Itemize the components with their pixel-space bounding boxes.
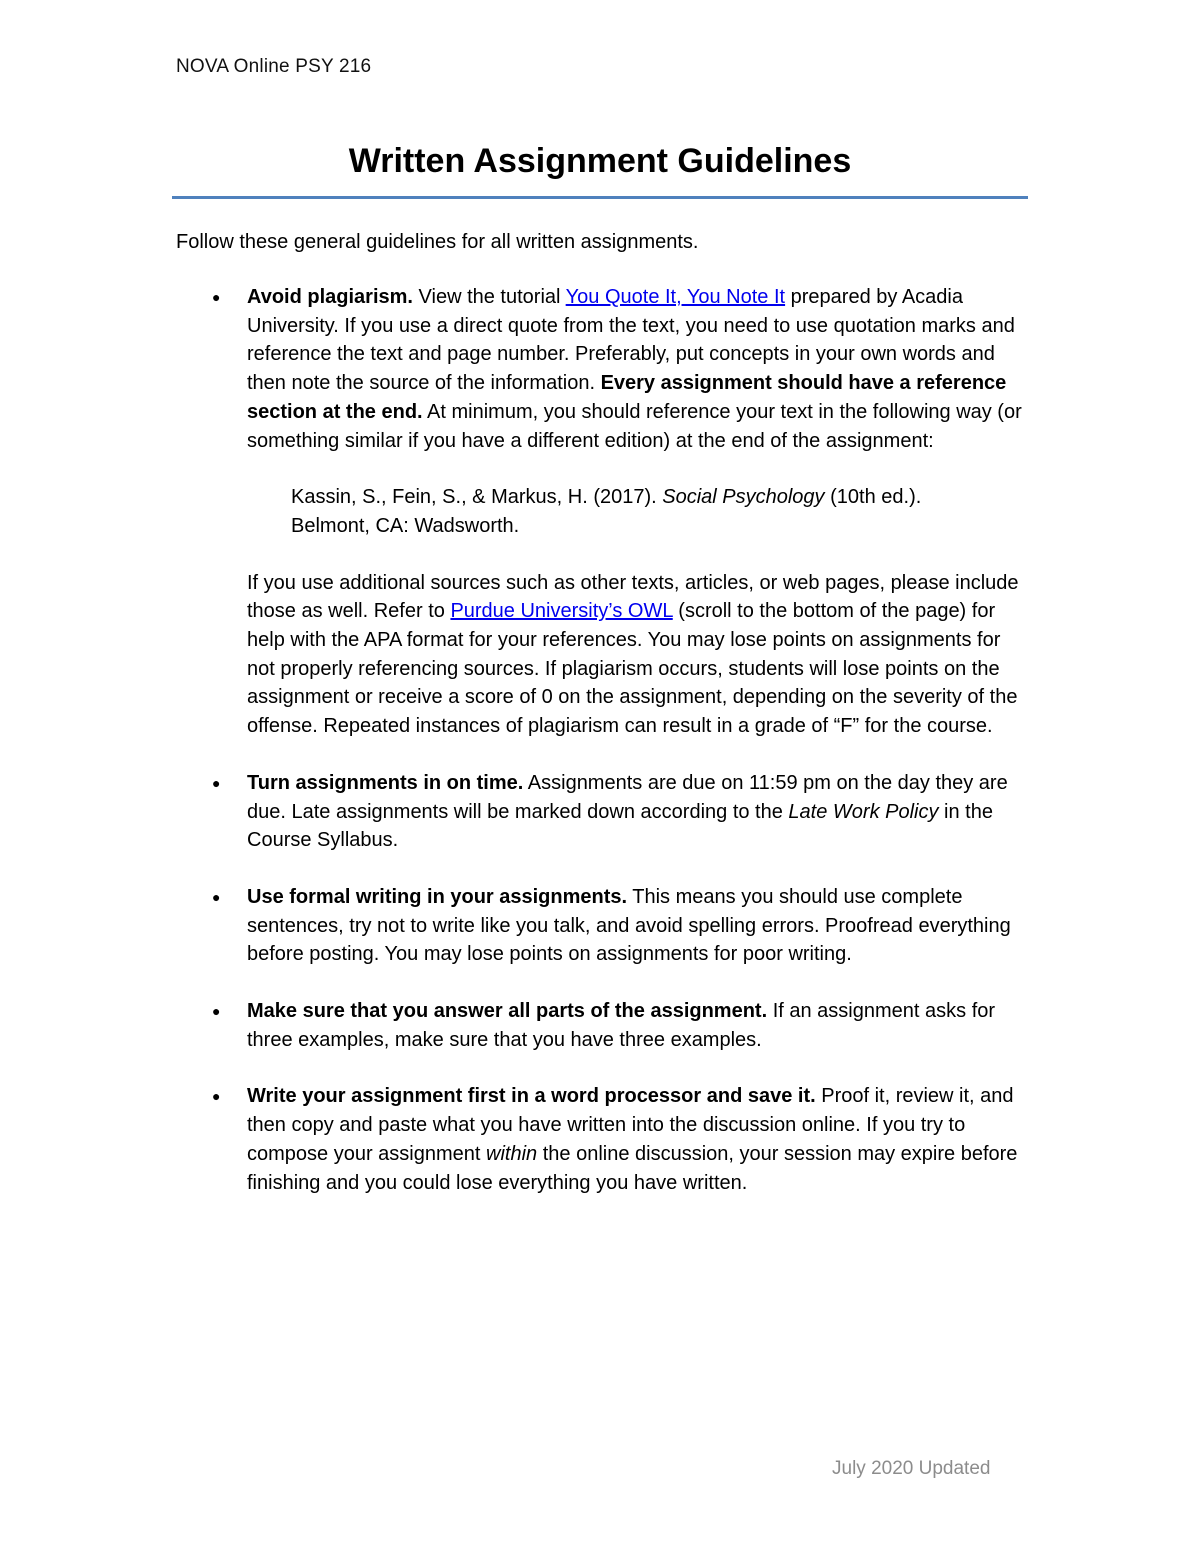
bullet-icon: ●	[212, 774, 221, 791]
bullet-icon: ●	[212, 888, 221, 905]
citation-publisher: Belmont, CA: Wadsworth.	[291, 514, 520, 537]
guideline-paragraph	[247, 283, 1026, 455]
guideline-text: in the Course Syllabus.	[247, 800, 993, 852]
guideline-paragraph	[247, 883, 1026, 969]
guideline-lead: Write your assignment first in a word processor and save it.	[247, 1085, 816, 1108]
guideline-lead: Use formal writing in your assignments.	[247, 885, 628, 908]
guideline-formal-writing	[176, 883, 1026, 969]
citation-book-title: Social Psychology	[662, 486, 825, 509]
reference-citation	[291, 483, 1026, 540]
guideline-lead: Turn assignments in on time.	[247, 771, 524, 794]
guideline-emphasis: within	[486, 1142, 538, 1165]
late-work-policy-ref: Late Work Policy	[788, 800, 939, 823]
bullet-icon: ●	[212, 1088, 221, 1105]
guideline-text: Proof it, review it, and then copy and paste what you have written into the discussion online. If you try to compose your assignment	[247, 1085, 1014, 1165]
page-footer: July 2020 Updated	[832, 1458, 991, 1479]
guideline-paragraph	[247, 769, 1026, 855]
guideline-lead: Make sure that you answer all parts of the assignment.	[247, 1000, 768, 1023]
guideline-text: At minimum, you should reference your text in the following way (or something similar if you have a different edition) at the end of the assignment:	[247, 400, 1022, 452]
guideline-text: Assignments are due on 11:59 pm on the day they are due. Late assignments will be marked down according to the	[247, 771, 1008, 823]
guideline-paragraph	[247, 997, 1026, 1054]
guideline-word-processor	[176, 1082, 1026, 1197]
guideline-text: prepared by Acadia University. If you use a direct quote from the text, you need to use quotation marks and reference the text and page number. Preferably, put concepts in your own words and then note the source of the information.	[247, 286, 1015, 395]
title-underline	[172, 196, 1028, 199]
guideline-text: If an assignment asks for three examples, make sure that you have three examples.	[247, 1000, 996, 1051]
guideline-lead: Avoid plagiarism.	[247, 286, 413, 308]
page-title: Written Assignment Guidelines	[348, 142, 852, 180]
guideline-text: View the tutorial	[412, 286, 566, 308]
purdue-owl-link[interactable]: Purdue University’s OWL	[450, 600, 673, 623]
bullet-icon: ●	[212, 1003, 221, 1020]
citation-authors: Kassin, S., Fein, S., & Markus, H. (2017).	[291, 486, 663, 509]
guideline-text: (scroll to the bottom of the page) for help with the APA format for your references. You may lose points on assignments for not properly referencing sources. If plagiarism occurs, students will lose points on the assignment or receive a score of 0 on the assignment, depending on the severity of the offense. Repeated instances of plagiarism can result in a grade of “F” for the course.	[247, 600, 1018, 738]
guideline-on-time	[176, 769, 1026, 855]
guideline-text: the online discussion, your session may expire before finishing and you could lose everything you have written.	[247, 1142, 1018, 1194]
bullet-icon: ●	[212, 289, 221, 305]
guideline-avoid-plagiarism	[176, 283, 1026, 741]
guideline-text: This means you should use complete sentences, try not to write like you talk, and avoid spelling errors. Proofread everything before posting. You may lose points on assignments for poor writing.	[247, 885, 1011, 966]
page-header: NOVA Online PSY 216	[176, 56, 372, 77]
citation-edition: (10th ed.).	[824, 486, 922, 509]
intro-text: Follow these general guidelines for all written assignments.	[176, 231, 699, 253]
guideline-answer-all-parts	[176, 997, 1026, 1054]
guidelines-list	[176, 283, 1026, 1225]
guideline-paragraph	[247, 1082, 1026, 1197]
guideline-text: If you use additional sources such as other texts, articles, or web pages, please include those as well. Refer to	[247, 571, 1019, 623]
you-quote-it-link[interactable]: You Quote It, You Note It	[565, 286, 786, 308]
guideline-emphasis: Every assignment should have a reference section at the end.	[247, 372, 1007, 423]
guideline-paragraph	[247, 569, 1026, 741]
